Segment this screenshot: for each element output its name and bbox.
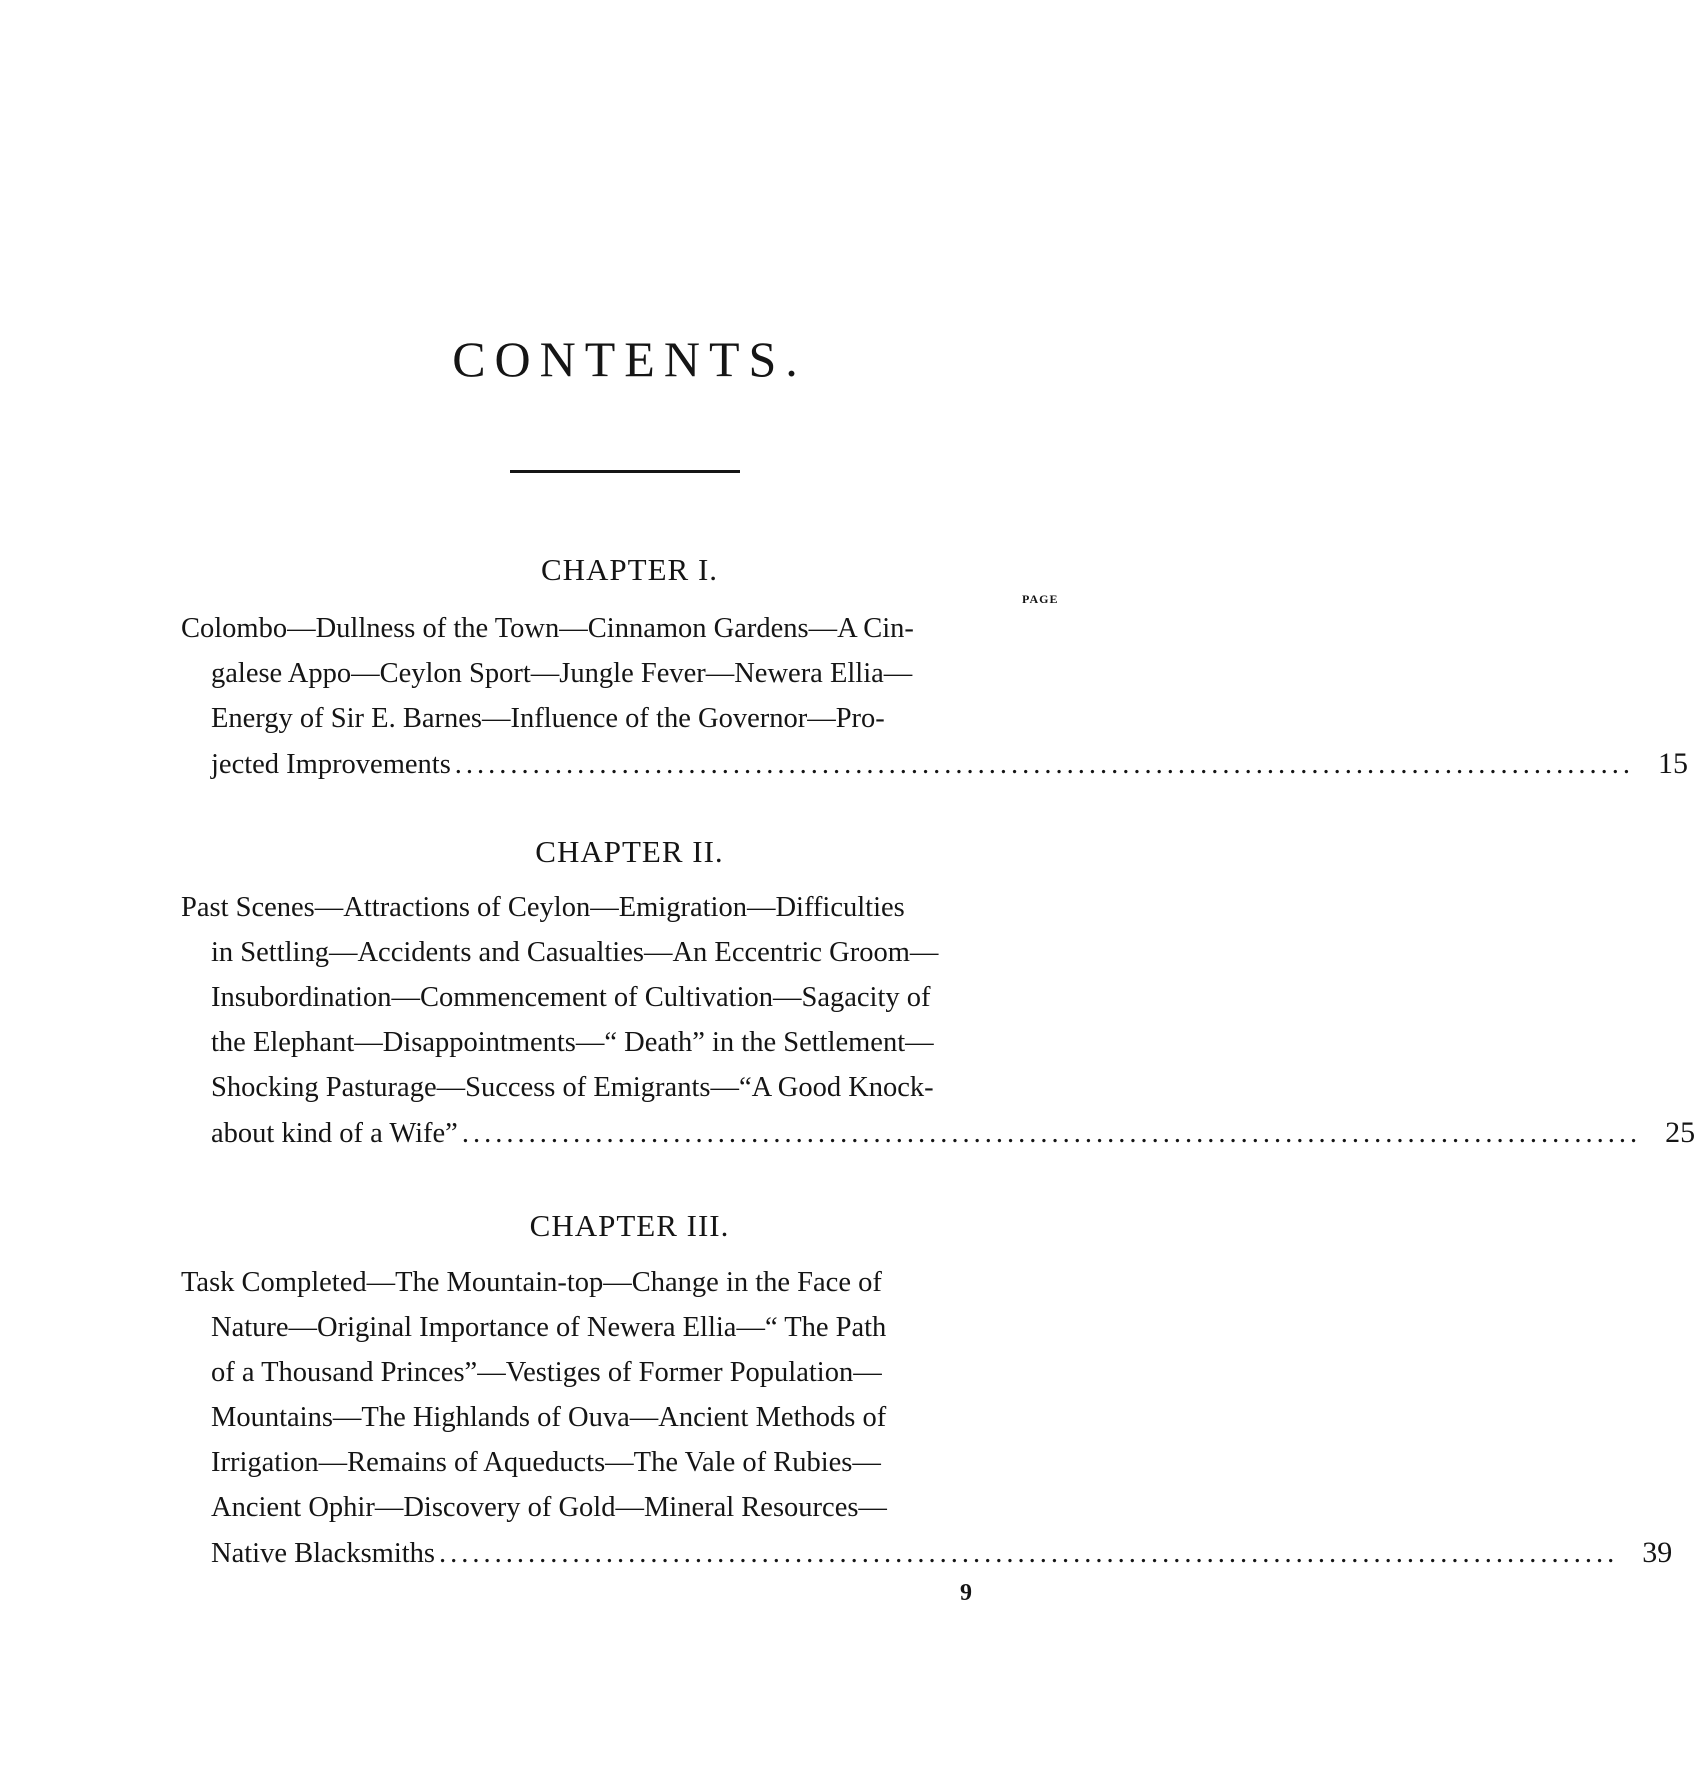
chapter-3-line-1: Task Completed—The Mountain-top—Change in the Face of: [181, 1267, 882, 1298]
chapter-1-line-3: Energy of Sir E. Barnes—Influence of the Governor—Pro-: [211, 703, 885, 734]
chapter-2-page-number: 25: [1665, 1116, 1695, 1149]
chapter-2-heading: CHAPTER II.: [535, 834, 724, 869]
dot-leader: ..........................................................................................................: [461, 1118, 1642, 1149]
chapter-2-line-2: in Settling—Accidents and Casualties—An Eccentric Groom—: [211, 937, 939, 968]
chapter-3-line-2: Nature—Original Importance of Newera Ellia—“ The Path: [211, 1312, 887, 1343]
chapter-3-line-5: Irrigation—Remains of Aqueducts—The Vale of Rubies—: [211, 1447, 881, 1478]
chapter-2-line-6-text: about kind of a Wife”: [211, 1118, 458, 1149]
page-column-label: PAGE: [1022, 592, 1059, 606]
chapter-1-line-4: [181, 741, 1689, 786]
chapter-3-line-7-text: Native Blacksmiths: [211, 1538, 436, 1569]
chapter-3-line-6: Ancient Ophir—Discovery of Gold—Mineral Resources—: [211, 1492, 887, 1523]
chapter-1-line-4-text: jected Improvements: [211, 749, 451, 780]
page-title: CONTENTS.: [452, 331, 807, 387]
chapter-1-entry: [181, 606, 1689, 786]
chapter-3-line-3: of a Thousand Princes”—Vestiges of Former Population—: [211, 1357, 882, 1388]
chapter-3-heading: CHAPTER III.: [529, 1208, 730, 1243]
chapter-2-line-5: Shocking Pasturage—Success of Emigrants—“A Good Knock-: [211, 1072, 934, 1103]
chapter-2-line-3: Insubordination—Commencement of Cultivation—Sagacity of: [211, 982, 931, 1013]
folio-page-number: 9: [960, 1580, 972, 1606]
chapter-2-line-1: Past Scenes—Attractions of Ceylon—Emigration—Difficulties: [181, 892, 905, 923]
chapter-2-line-6: [181, 1110, 1695, 1155]
chapter-3-entry: [181, 1260, 1673, 1575]
chapter-1-page-number: 15: [1658, 747, 1689, 780]
chapter-3-line-4: Mountains—The Highlands of Ouva—Ancient Methods of: [211, 1402, 887, 1433]
chapter-2-entry: [181, 885, 1695, 1155]
dot-leader: ..........................................................................................................: [454, 749, 1635, 780]
chapter-3-page-number: 39: [1642, 1536, 1673, 1569]
title-divider: [510, 470, 740, 473]
dot-leader: ..........................................................................................................: [439, 1538, 1619, 1569]
chapter-3-line-7: [181, 1530, 1673, 1575]
chapter-1-line-2: galese Appo—Ceylon Sport—Jungle Fever—Newera Ellia—: [211, 658, 913, 689]
chapter-1-heading: CHAPTER I.: [540, 552, 719, 587]
chapter-1-line-1: Colombo—Dullness of the Town—Cinnamon Gardens—A Cin-: [181, 613, 914, 644]
chapter-2-line-4: the Elephant—Disappointments—“ Death” in the Settlement—: [211, 1027, 934, 1058]
